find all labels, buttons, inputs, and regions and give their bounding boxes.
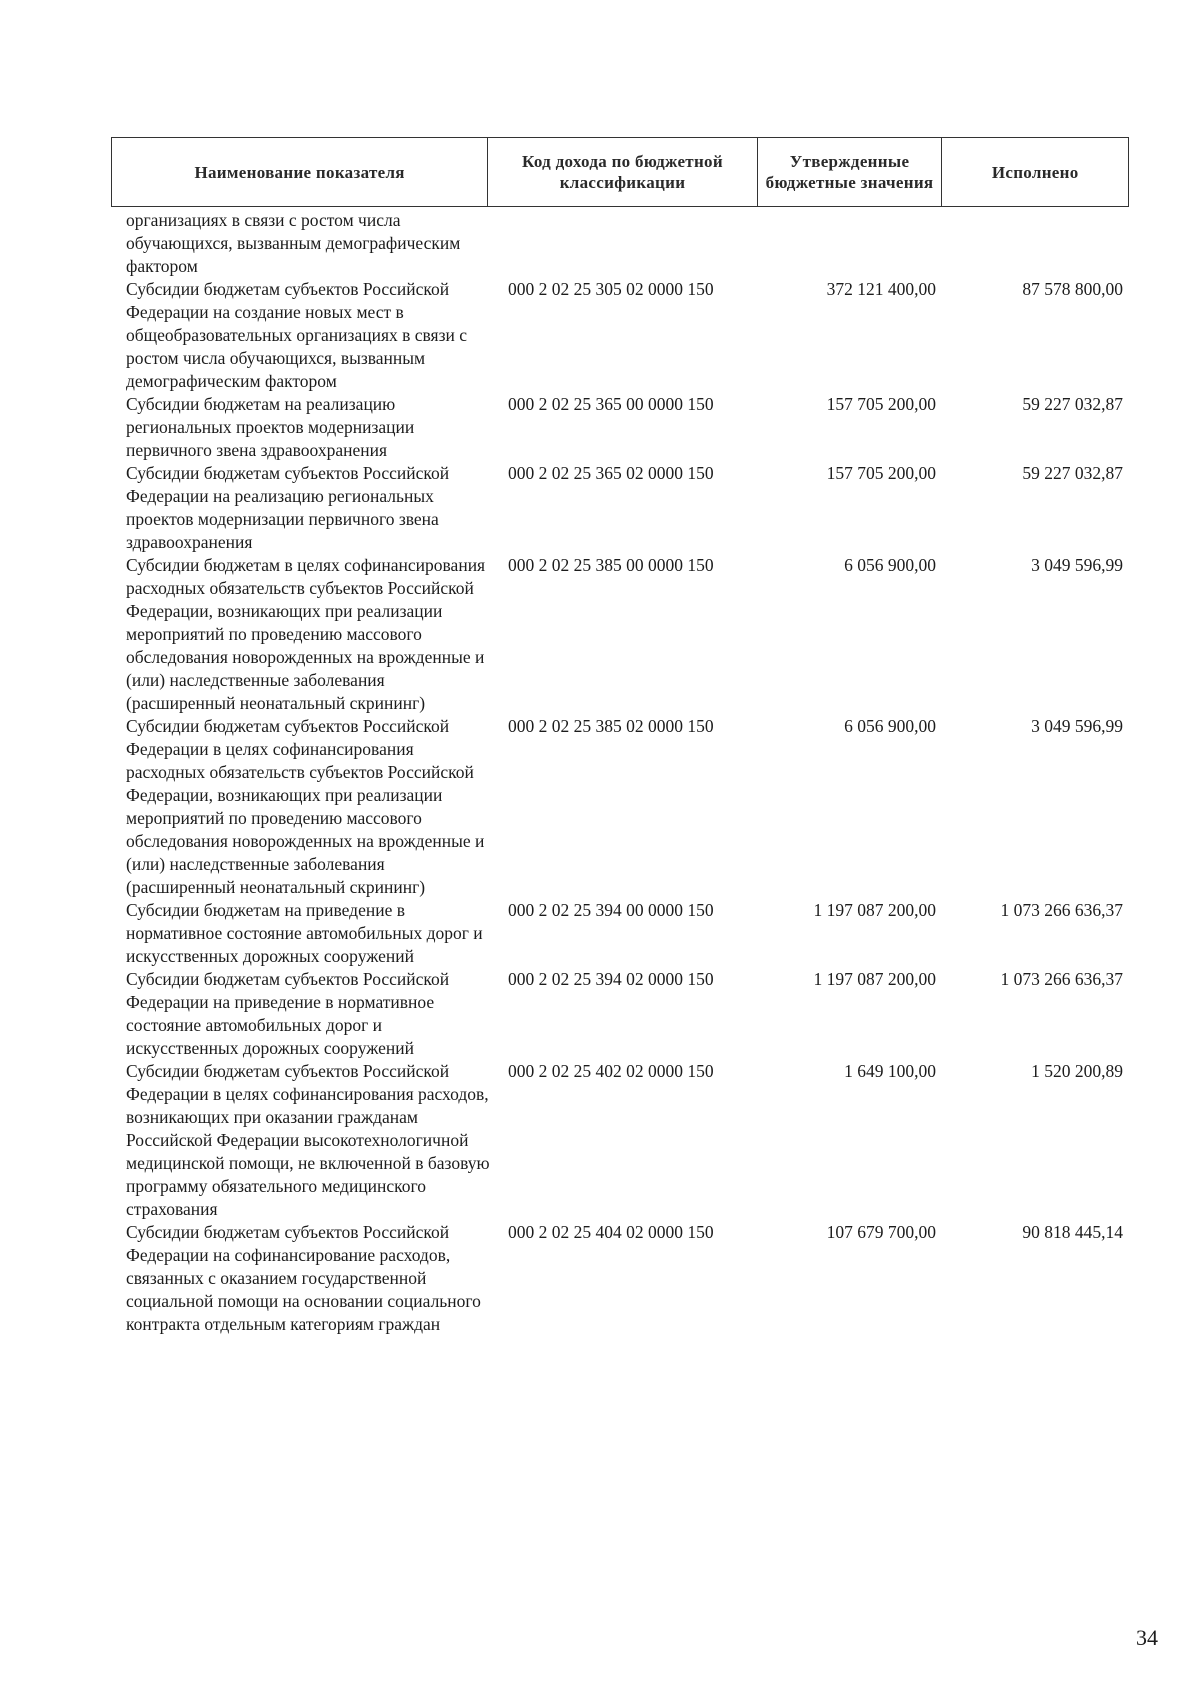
table-row: [0, 393, 1200, 462]
row-approved: 157 705 200,00: [826, 394, 936, 414]
table-row: [0, 715, 1200, 899]
table-row: [0, 1060, 1200, 1221]
row-name: организациях в связи с ростом числа обучающихся, вызванным демографическим фактором: [126, 210, 461, 276]
row-executed: 3 049 596,99: [1031, 555, 1123, 575]
row-approved: 157 705 200,00: [826, 463, 936, 483]
header-approved: Утвержденные бюджетные значения: [758, 138, 943, 206]
row-executed: 1 520 200,89: [1031, 1061, 1123, 1081]
table-row: [0, 554, 1200, 715]
row-code: 000 2 02 25 385 02 0000 150: [508, 716, 714, 736]
row-approved: 107 679 700,00: [826, 1222, 936, 1242]
row-code: 000 2 02 25 305 02 0000 150: [508, 279, 714, 299]
header-code: Код дохода по бюджетной классификации: [488, 138, 757, 206]
row-code: 000 2 02 25 394 02 0000 150: [508, 969, 714, 989]
row-name: Субсидии бюджетам на приведение в нормативное состояние автомобильных дорог и искусственных дорожных сооружений: [126, 900, 483, 966]
table-row: [0, 278, 1200, 393]
row-name: Субсидии бюджетам субъектов Российской Федерации на софинансирование расходов, связанных с оказанием государственной социальной помощи на основании социального контракта отдельным категориям граждан: [126, 1222, 481, 1334]
header-executed: Исполнено: [991, 162, 1079, 182]
row-name: Субсидии бюджетам субъектов Российской Федерации в целях софинансирования расходных обязательств субъектов Российской Федерации, возникающих при реализации мероприятий по проведению массового обследования новорожденных на врожденные и (или) наследственные заболевания (расширенный неонатальный скрининг): [126, 716, 485, 897]
header-name: Наименование показателя: [112, 138, 488, 206]
row-approved: 1 197 087 200,00: [813, 969, 936, 989]
row-name: Субсидии бюджетам на реализацию региональных проектов модернизации первичного звена здравоохранения: [126, 394, 415, 460]
table-row: [0, 899, 1200, 968]
row-code: 000 2 02 25 365 02 0000 150: [508, 463, 714, 483]
row-approved: 6 056 900,00: [844, 716, 936, 736]
page-number: 34: [1136, 1625, 1158, 1650]
row-code: 000 2 02 25 365 00 0000 150: [508, 394, 714, 414]
row-approved: 1 197 087 200,00: [813, 900, 936, 920]
row-code: 000 2 02 25 385 00 0000 150: [508, 555, 714, 575]
row-executed: 59 227 032,87: [1022, 394, 1123, 414]
row-name: Субсидии бюджетам субъектов Российской Федерации в целях софинансирования расходов, возникающих при оказании гражданам Российской Федерации высокотехнологичной медицинской помощи, не включенной в базовую программу обязательного медицинского страхования: [126, 1061, 490, 1219]
row-name: Субсидии бюджетам в целях софинансирования расходных обязательств субъектов Российской Федерации, возникающих при реализации мероприятий по проведению массового обследования новорожденных на врожденные и (или) наследственные заболевания (расширенный неонатальный скрининг): [126, 555, 486, 713]
row-code: 000 2 02 25 394 00 0000 150: [508, 900, 714, 920]
row-name: Субсидии бюджетам субъектов Российской Федерации на приведение в нормативное состояние автомобильных дорог и искусственных дорожных сооружений: [126, 969, 450, 1058]
table-body: [0, 209, 1200, 1336]
row-executed: 1 073 266 636,37: [1000, 969, 1123, 989]
table-header: [111, 137, 1129, 207]
table-row: [0, 209, 1200, 278]
row-approved: 1 649 100,00: [844, 1061, 936, 1081]
row-executed: 87 578 800,00: [1022, 279, 1123, 299]
row-executed: 59 227 032,87: [1022, 463, 1123, 483]
row-approved: 6 056 900,00: [844, 555, 936, 575]
row-name: Субсидии бюджетам субъектов Российской Федерации на реализацию региональных проектов модернизации первичного звена здравоохранения: [126, 463, 450, 552]
table-row: [0, 968, 1200, 1060]
row-executed: 3 049 596,99: [1031, 716, 1123, 736]
row-code: 000 2 02 25 402 02 0000 150: [508, 1061, 714, 1081]
table-row: [0, 1221, 1200, 1336]
row-approved: 372 121 400,00: [826, 279, 936, 299]
row-code: 000 2 02 25 404 02 0000 150: [508, 1222, 714, 1242]
row-executed: 1 073 266 636,37: [1000, 900, 1123, 920]
table-row: [0, 462, 1200, 554]
row-name: Субсидии бюджетам субъектов Российской Федерации на создание новых мест в общеобразовательных организациях в связи с ростом числа обучающихся, вызванным демографическим фактором: [126, 279, 468, 391]
row-executed: 90 818 445,14: [1022, 1222, 1123, 1242]
